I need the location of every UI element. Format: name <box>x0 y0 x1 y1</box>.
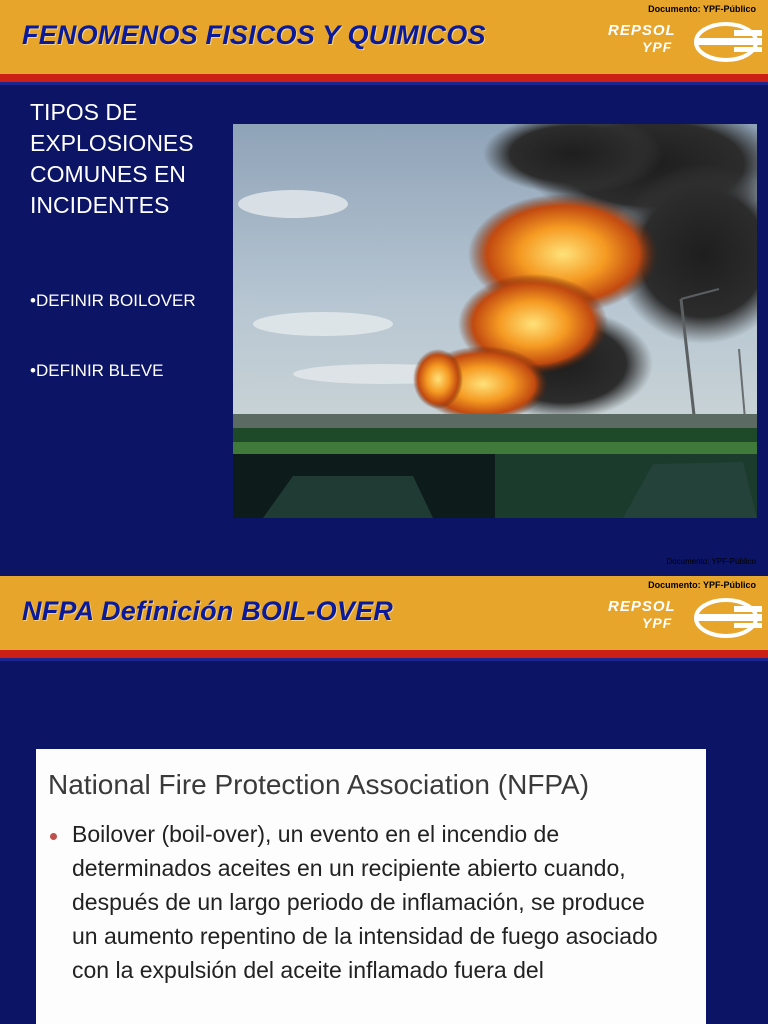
slide-title: FENOMENOS FISICOS Y QUIMICOS <box>22 20 486 50</box>
explosion-photo-image <box>233 124 757 518</box>
logo-brand-bottom: YPF <box>642 39 673 55</box>
bullet-item-bleve: •DEFINIR BLEVE <box>30 361 164 380</box>
definition-paragraph: Boilover (boil-over), un evento en el incendio de determinados aceites en un recipiente abierto cuando, después de un largo periodo de inflamación, se produce un aumento repentino de la intensidad de fuego asociado con la expulsión del aceite inflamado fuera del <box>72 821 658 983</box>
heading-line: COMUNES EN <box>30 161 186 187</box>
header-red-stripe <box>0 650 768 658</box>
repsol-emblem-icon <box>690 20 764 64</box>
slide-2 <box>0 576 768 1024</box>
explosion-photo <box>233 124 757 518</box>
header-divider <box>0 82 768 85</box>
heading-line: TIPOS DE <box>30 99 138 125</box>
bullet-item-boilover: •DEFINIR BOILOVER <box>30 291 196 310</box>
slide-title: NFPA Definición BOIL-OVER <box>22 596 394 626</box>
card-title: National Fire Protection Association (NFPA) <box>48 769 590 800</box>
repsol-ypf-logo <box>600 20 766 66</box>
heading-line: EXPLOSIONES <box>30 130 194 156</box>
repsol-ypf-logo <box>600 596 766 642</box>
header-divider <box>0 658 768 661</box>
heading-line: INCIDENTES <box>30 192 170 218</box>
definition-card <box>36 749 706 1024</box>
repsol-emblem-icon <box>690 596 764 640</box>
header-red-stripe <box>0 74 768 82</box>
footer-classification-note: Documento: YPF-Público <box>666 557 756 566</box>
logo-brand-top: REPSOL <box>608 598 676 615</box>
slide-body-text <box>30 97 196 380</box>
bullet-dot-icon <box>50 833 57 840</box>
logo-brand-bottom: YPF <box>642 615 673 631</box>
logo-brand-top: REPSOL <box>608 22 676 39</box>
document-classification-label: Documento: YPF-Público <box>648 4 756 14</box>
document-classification-label: Documento: YPF-Público <box>648 580 756 590</box>
